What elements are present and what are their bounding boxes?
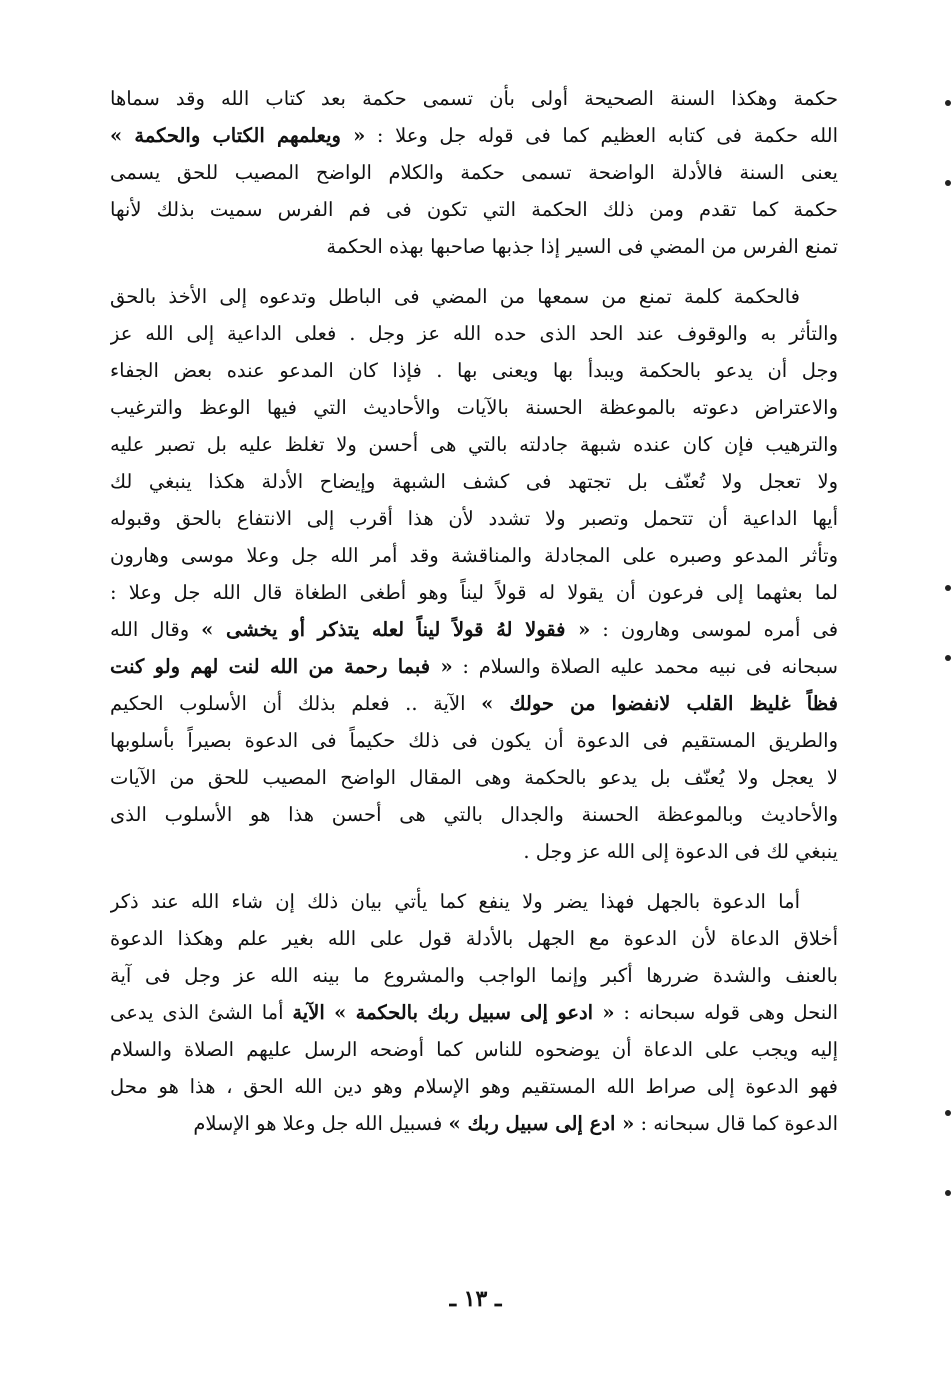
text-line <box>110 463 838 500</box>
margin-dot <box>945 1110 951 1116</box>
text-run: النحل وهى قوله سبحانه : <box>614 1001 838 1024</box>
text-run: الآية .. فعلم بذلك أن الأسلوب الحكيم <box>110 692 482 715</box>
text-run: أما الدعوة بالجهل فهذا يضر ولا ينفع كما يأتي بيان ذلك إن شاء الله عند ذكر <box>110 890 800 913</box>
text-line <box>110 1105 838 1142</box>
quran-quote: فظاً غليظ القلب لانفضوا من حولك » <box>481 692 838 715</box>
text-run: حكمة وهكذا السنة الصحيحة أولى بأن تسمى حكمة بعد كتاب الله وقد سماها <box>110 87 838 110</box>
text-line <box>110 191 838 228</box>
text-run: إليه ويجب على الدعاة أن يوضحوه للناس كما أوضحه الرسل عليهم الصلاة والسلام <box>110 1038 838 1061</box>
text-run: والترهيب فإن كان عنده شبهة جادلته بالتي هى أحسن ولا تغلظ عليه بل تصبر عليه <box>110 433 838 456</box>
text-line <box>110 574 838 611</box>
text-run: أخلاق الدعاة لأن الدعوة مع الجهل بالأدلة قول على الله بغير علم وهكذا الدعوة <box>110 927 838 950</box>
text-line <box>110 957 838 994</box>
text-run: حكمة كما تقدم ومن ذلك الحكمة التي تكون فى فم الفرس سميت بذلك لأنها <box>110 198 838 221</box>
paragraph <box>110 883 838 1142</box>
text-run: تمنع الفرس من المضي فى السير إذا جذبها صاحبها بهذه الحكمة <box>326 235 838 258</box>
margin-dot <box>945 180 951 186</box>
text-run: لا يعجل ولا يُعنّف بل يدعو بالحكمة وهى المقال الواضح المصيب للحق من الآيات <box>110 766 838 789</box>
text-run: والأحاديث وبالموعظة الحسنة والجدال بالتي هى أحسن هذا هو الأسلوب الذى <box>110 803 838 826</box>
text-line <box>110 759 838 796</box>
quran-quote: « ادعو إلى سبيل ربك بالحكمة » الآية <box>292 1001 615 1024</box>
text-line <box>110 117 838 154</box>
text-run: ينبغي لك فى الدعوة إلى الله عز وجل . <box>523 840 838 863</box>
text-run: فسبيل الله جل وعلا هو الإسلام <box>193 1112 449 1135</box>
page-body <box>110 80 838 1330</box>
text-run: الله حكمة فى كتابه العظيم كما فى قوله جل وعلا : <box>365 124 838 147</box>
text-line <box>110 154 838 191</box>
text-line <box>110 352 838 389</box>
text-run: أما الشئ الذى يدعى <box>110 1001 293 1024</box>
text-line <box>110 315 838 352</box>
text-line <box>110 648 838 685</box>
text-run: وتأثر المدعو وصبره على المجادلة والمناقشة وقد أمر الله جل وعلا موسى وهارون <box>110 544 838 567</box>
text-run: بالعنف والشدة ضررها أكبر وإنما الواجب والمشروع ما بينه الله عز وجل فى آية <box>110 964 838 987</box>
text-line <box>110 228 838 265</box>
text-run: فى أمره لموسى وهارون : <box>590 618 838 641</box>
text-run: والتأثر به والوقوف عند الحد الذى حده الله عز وجل . فعلى الداعية إلى الله عز <box>110 322 838 345</box>
text-line <box>110 1068 838 1105</box>
text-line <box>110 685 838 722</box>
margin-dot <box>945 100 951 106</box>
quran-quote: « فقولا لهُ قولاً ليناً لعله يتذكر أو يخشى » <box>201 618 591 641</box>
text-line <box>110 611 838 648</box>
text-run: يعنى السنة فالأدلة الواضحة تسمى حكمة والكلام الواضح المصيب للحق يسمى <box>110 161 838 184</box>
quran-quote: « فبما رحمة من الله لنت لهم ولو كنت <box>110 655 453 678</box>
text-line <box>110 994 838 1031</box>
text-run: ولا تعجل ولا تُعنّف بل تجتهد فى كشف الشبهة وإيضاح الأدلة هكذا ينبغي لك <box>110 470 838 493</box>
text-line <box>110 278 838 315</box>
text-line <box>110 796 838 833</box>
text-line <box>110 426 838 463</box>
text-run: أيها الداعية أن تتحمل وتصبر ولا تشدد لأن هذا أقرب إلى الانتفاع بالحق وقبوله <box>110 507 838 530</box>
quran-quote: « ويعلمهم الكتاب والحكمة » <box>110 124 366 147</box>
text-line <box>110 833 838 870</box>
text-run: سبحانه فى نبيه محمد عليه الصلاة والسلام : <box>452 655 838 678</box>
text-run: والاعتراض دعوته بالموعظة الحسنة بالآيات والأحاديث التي فيها الوعظ والترغيب <box>110 396 838 419</box>
text-run: والطريق المستقيم فى الدعوة أن يكون فى ذلك حكيماً فى الدعوة بصيراً بأسلوبها <box>110 729 838 752</box>
paragraph <box>110 80 838 265</box>
text-line <box>110 1031 838 1068</box>
text-run: الدعوة كما قال سبحانه : <box>634 1112 838 1135</box>
text-line <box>110 80 838 117</box>
paragraph <box>110 278 838 870</box>
margin-dot <box>945 585 951 591</box>
text-line <box>110 500 838 537</box>
text-line <box>110 537 838 574</box>
text-run: فهو الدعوة إلى صراط الله المستقيم وهو الإسلام وهو دين الله الحق ، هذا هو محل <box>110 1075 838 1098</box>
margin-dot <box>945 655 951 661</box>
margin-dot <box>945 1190 951 1196</box>
text-line <box>110 722 838 759</box>
paragraph-gap <box>110 265 838 278</box>
text-run: وقال الله <box>110 618 202 641</box>
text-run: وجل أن يدعو بالحكمة ويبدأ بها ويعنى بها . فإذا كان المدعو عنده بعض الجفاء <box>110 359 838 382</box>
paragraph-gap <box>110 870 838 883</box>
page-number: ـ ١٣ ـ <box>449 1286 502 1312</box>
text-run: فالحكمة كلمة تمنع من سمعها من المضي فى الباطل وتدعوه إلى الأخذ بالحق <box>110 285 800 308</box>
text-line <box>110 920 838 957</box>
text-line <box>110 883 838 920</box>
quran-quote: « ادع إلى سبيل ربك » <box>448 1112 635 1135</box>
text-line <box>110 389 838 426</box>
text-run: لما بعثهما إلى فرعون أن يقولا له قولاً ليناً وهو أطغى الطغاة قال الله جل وعلا : <box>110 581 838 604</box>
